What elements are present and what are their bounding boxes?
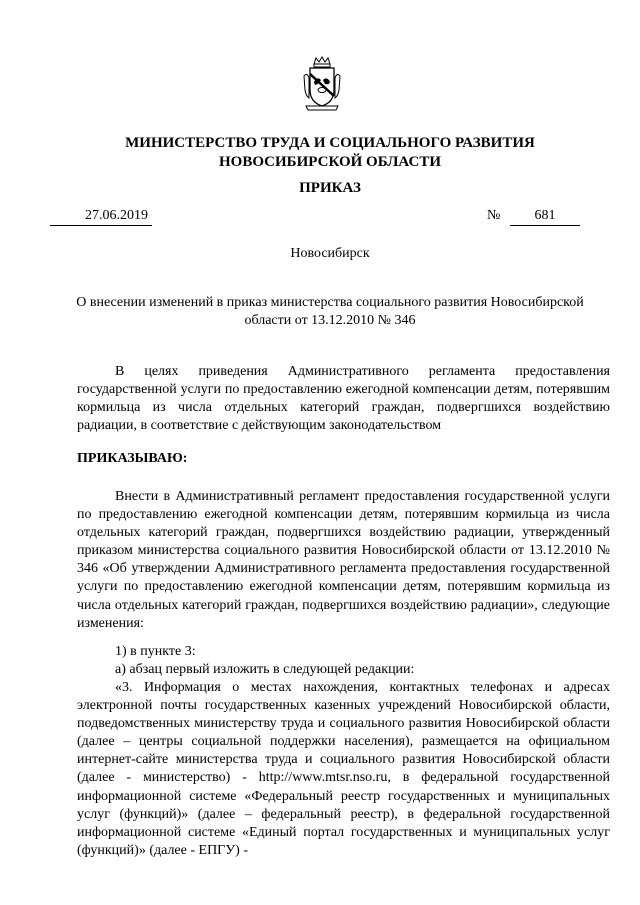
decree-heading: ПРИКАЗЫВАЮ: [77, 451, 188, 466]
number-sign: № [487, 208, 501, 223]
novosibirsk-coat-of-arms-icon [302, 56, 342, 112]
ministry-name-line1: МИНИСТЕРСТВО ТРУДА И СОЦИАЛЬНОГО РАЗВИТИЯ [125, 135, 535, 151]
order-date: 27.06.2019 [50, 207, 152, 226]
ministry-name-line2: НОВОСИБИРСКОЙ ОБЛАСТИ [218, 154, 442, 170]
order-number: 681 [510, 207, 580, 226]
list-item-2: а) абзац первый изложить в следующей редакции: [115, 662, 415, 677]
body-paragraph: Внести в Административный регламент предоставления государственной услуги по предоставлению ежегодной компенсации детям, потерявшим кормильца из числа отдельных категорий граждан, подвергшихся воздействию радиации, утвержденный приказом министерства социального развития Новосибирской области от 13.12.2010 № 346 «Об утверждении Административного регламента предоставления государственной услуги по предоставлению ежегодной компенсации детям, потерявшим кормильца из числа отдельных категорий граждан, подвергшихся воздействию радиации», следующие изменения: [77, 489, 610, 631]
preamble-paragraph: В целях приведения Административного регламента предоставления государственной услуги по предоставлению ежегодной компенсации детям, потерявшим кормильца из числа отдельных категорий граждан, подвергшихся воздействию радиации, в соответствие с действующим законодательством [77, 364, 610, 434]
order-subject: О внесении изменений в приказ министерства социального развития Новосибирской области от 13.12.2010 № 346 [76, 295, 584, 328]
list-item-1: 1) в пункте 3: [115, 644, 196, 659]
city-name: Новосибирск [290, 246, 370, 261]
document-type-title: ПРИКАЗ [299, 180, 361, 196]
quoted-paragraph: «3. Информация о местах нахождения, контактных телефонах и адресах электронной почты государственных казенных учреждений Новосибирской области, подведомственных министерству труда и социального развития Новосибирской области (далее – центры социальной поддержки населения), размещается на официальном интернет-сайте министерства труда и социального развития Новосибирской области (далее - министерство) - http://www.mtsr.nso.ru, в федеральной государственной информационной системе «Федеральный реестр государственных и муниципальных услуг (функций)» (далее – федеральный реестр), в федеральной государственной информационной системе «Единый портал государственных и муниципальных услуг (функций)» (далее - ЕПГУ) - [77, 680, 610, 858]
